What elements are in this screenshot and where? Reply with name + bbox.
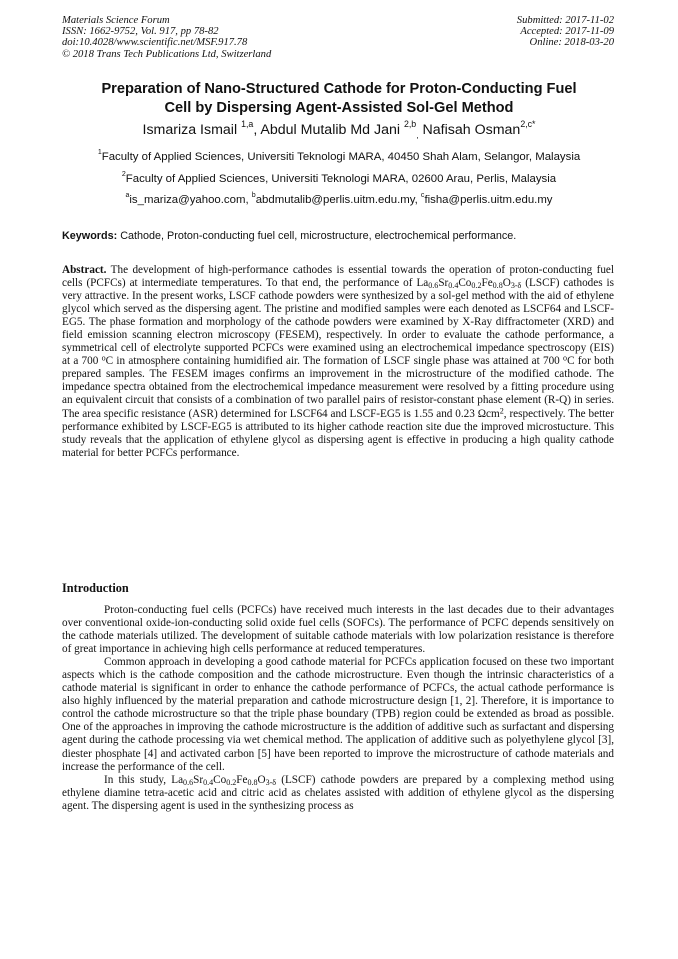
paragraph <box>62 774 614 813</box>
abstract-text: The development of high-performance cathodes is essential towards the operation of proton-conducting fuel cells (PCFCs) at intermediate temperatures. To that end, the performance of La <box>62 264 614 290</box>
keywords <box>62 229 614 243</box>
formula-subscript: 0.4 <box>203 777 214 787</box>
degree-mark: o <box>563 353 568 363</box>
author-emails: $^a$is_mariza@yahoo.com, $^b$abdmutalib@perlis.uitm.edu.my, $^c$fisha@perlis.uitm.edu.my <box>125 192 553 206</box>
accepted-date: Accepted: 2017-11-09 <box>520 26 614 38</box>
degree-mark: o <box>101 353 106 363</box>
journal-copyright: © 2018 Trans Tech Publications Ltd, Switzerland <box>62 48 272 60</box>
formula-element: Fe <box>236 773 248 786</box>
formula-subscript: 3-δ <box>510 281 522 291</box>
formula-subscript: 0.2 <box>226 777 237 787</box>
abstract-text: C for both prepared samples. The FESEM images confirms an improvement in the microstructure of the modified cathode. The impedance spectra obtained from the electrochemical impedance measurement were resolved by a fitting procedure using an equivalent circuit that consists of a combination of two parallel pairs of resistor-constant phase element (R-Q) in series. The area specific resistance (ASR) determined for LSCF64 and LSCF-EG5 is 1.55 and 0.23 Ωcm <box>62 355 614 420</box>
keywords-text: Cathode, Proton-conducting fuel cell, microstructure, electrochemical performance. <box>120 230 517 242</box>
email-link[interactable]: abdmutalib@perlis.uitm.edu.my <box>255 194 415 206</box>
paragraph: Common approach in developing a good cathode material for PCFCs application focused on these two important aspects which is the cathode composition and the cathode microstructure. Even though the intrinsic characteristics of a cathode material is significant in order to enhance the cathode performance of PCFCs, the actual cathode performance is also highly influenced by the material preparation and cathode microstructure design [1, 2]. Therefore, it is importance to control the cathode microstructure so that the triple phase boundary (TPB) region could be extended as broad as possible. One of the approaches in improving the cathode microstructure is the addition of additive such as surfactant and dispersing agent during the cathode processing via wet chemical method. The application of additive such as polyethylene glycol [3], diester phosphate [4] and activated carbon [5] have been reported to improve the microstructure of cathode materials and increase the performance of the cell. <box>62 656 614 773</box>
paper-title <box>40 80 638 118</box>
formula-subscript: 0.6 <box>183 777 194 787</box>
formula-element: Co <box>213 773 227 786</box>
title-line-2: Cell by Dispersing Agent-Assisted Sol-Gel Method <box>164 100 514 116</box>
affiliation-1 <box>20 150 658 164</box>
author-list: Ismariza Ismail $^{1,a}$, Abdul Mutalib Md Jani $^{2,b}_,$ Nafisah Osman$^{2,c*}$ <box>142 118 536 140</box>
formula-subscript: 0.8 <box>247 777 258 787</box>
abstract-text: C in atmosphere containing humidified air. The formation of LSCF single phase was attained at 700 <box>105 355 560 368</box>
author-affiliation-mark: 2,b <box>403 118 417 129</box>
formula-subscript: 0.8 <box>492 281 503 291</box>
affiliation-mark: 2 <box>121 171 126 179</box>
abstract-text: , respectively. The better performance exhibited by LSCF-EG5 is attributed to its higher cathode reaction site due the improved microstucture. This study reveals that the application of ethylene glycol as dispersing agent is effective in producing a high quality cathode material for better PCFCs performance. <box>62 407 615 459</box>
journal-info <box>62 15 271 60</box>
introduction-body <box>62 604 614 813</box>
formula-subscript: 0.2 <box>471 281 482 291</box>
title-line-1: Preparation of Nano-Structured Cathode for Proton-Conducting Fuel <box>101 81 577 97</box>
email-mark: c <box>420 192 425 200</box>
formula-element: Co <box>458 277 472 290</box>
keywords-label: Keywords: <box>62 230 118 242</box>
formula-subscript: 0.6 <box>428 281 439 291</box>
online-date: Online: 2018-03-20 <box>529 37 614 49</box>
formula-element: O <box>257 773 266 786</box>
abstract-text: (LSCF) cathodes is very attractive. In the present works, LSCF cathode powders were synthesized by a sol-gel method with the aid of ethylene glycol which served as the dispersing agent. The pristine and modified samples were each denoted as LSCF64 and LSCF-EG5. The phase formation and morphology of the cathode powders were examined by X-Ray diffractometer (XRD) and field emission scanning electron microscopy (FESEM), respectively. In order to evaluate the cathode performance, a symmetrical cell of electrolyte supported PCFCs were examined using an electrochemical impedance spectroscopy (EIS) at a 700 <box>62 277 614 368</box>
paragraph-text: (LSCF) cathode powders are prepared by a complexing method using ethylene diamine tetra-acetic acid and citric acid as chelates assisted with addition of ethylene glycol as the dispersing agent. The dispersing agent is used in the synthesizing process as <box>62 773 614 812</box>
formula-element: Sr <box>438 277 449 290</box>
submitted-date: Submitted: 2017-11-02 <box>516 15 614 26</box>
paragraph: Proton-conducting fuel cells (PCFCs) have received much interests in the last decades due to their advantages over conventional oxide-ion-conducting solid oxide fuel cells (SOFCs). The performance of PCFC depends sensitively on the cathode materials utilized. The development of suitable cathode materials with low polarization resistance is therefore of great importance in achieving high cells performance at reduced temperatures. <box>62 604 614 656</box>
formula-element: O <box>502 277 511 290</box>
journal-issn: ISSN: 1662-9752, Vol. 917, pp 78-82 <box>62 26 219 38</box>
affiliation-text: Faculty of Applied Sciences, Universiti Teknologi MARA, 02600 Arau, Perlis, Malaysia <box>125 173 557 185</box>
author-affiliation-mark: 2,c* <box>520 118 536 129</box>
journal-doi: doi:10.4028/www.scientific.net/MSF.917.78 <box>62 37 248 49</box>
paragraph-text: In this study, La <box>104 773 184 786</box>
email-mark: b <box>251 192 256 200</box>
author-name: Ismariza Ismail <box>142 122 238 138</box>
email-link[interactable]: fisha@perlis.uitm.edu.my <box>424 194 553 206</box>
formula-subscript: 3-δ <box>265 777 277 787</box>
section-heading-introduction: Introduction <box>62 581 129 595</box>
author-affiliation-mark: 1,a <box>241 118 254 129</box>
submission-dates <box>517 15 614 49</box>
affiliation-text: Faculty of Applied Sciences, Universiti Teknologi MARA, 40450 Shah Alam, Selangor, Malaysia <box>101 151 581 163</box>
abstract <box>62 264 614 460</box>
author-name: Abdul Mutalib Md Jani <box>260 122 401 138</box>
email-link[interactable]: is_mariza@yahoo.com <box>129 194 246 206</box>
email-mark: a <box>125 192 130 200</box>
abstract-label: Abstract. <box>62 264 107 276</box>
journal-name: Materials Science Forum <box>62 15 170 26</box>
formula-element: Sr <box>193 773 204 786</box>
formula-element: Fe <box>481 277 493 290</box>
unit-superscript: 2 <box>499 405 504 415</box>
affiliation-2 <box>20 172 658 186</box>
author-name: Nafisah Osman <box>422 122 521 138</box>
affiliation-mark: 1 <box>97 149 102 157</box>
formula-subscript: 0.4 <box>448 281 459 291</box>
